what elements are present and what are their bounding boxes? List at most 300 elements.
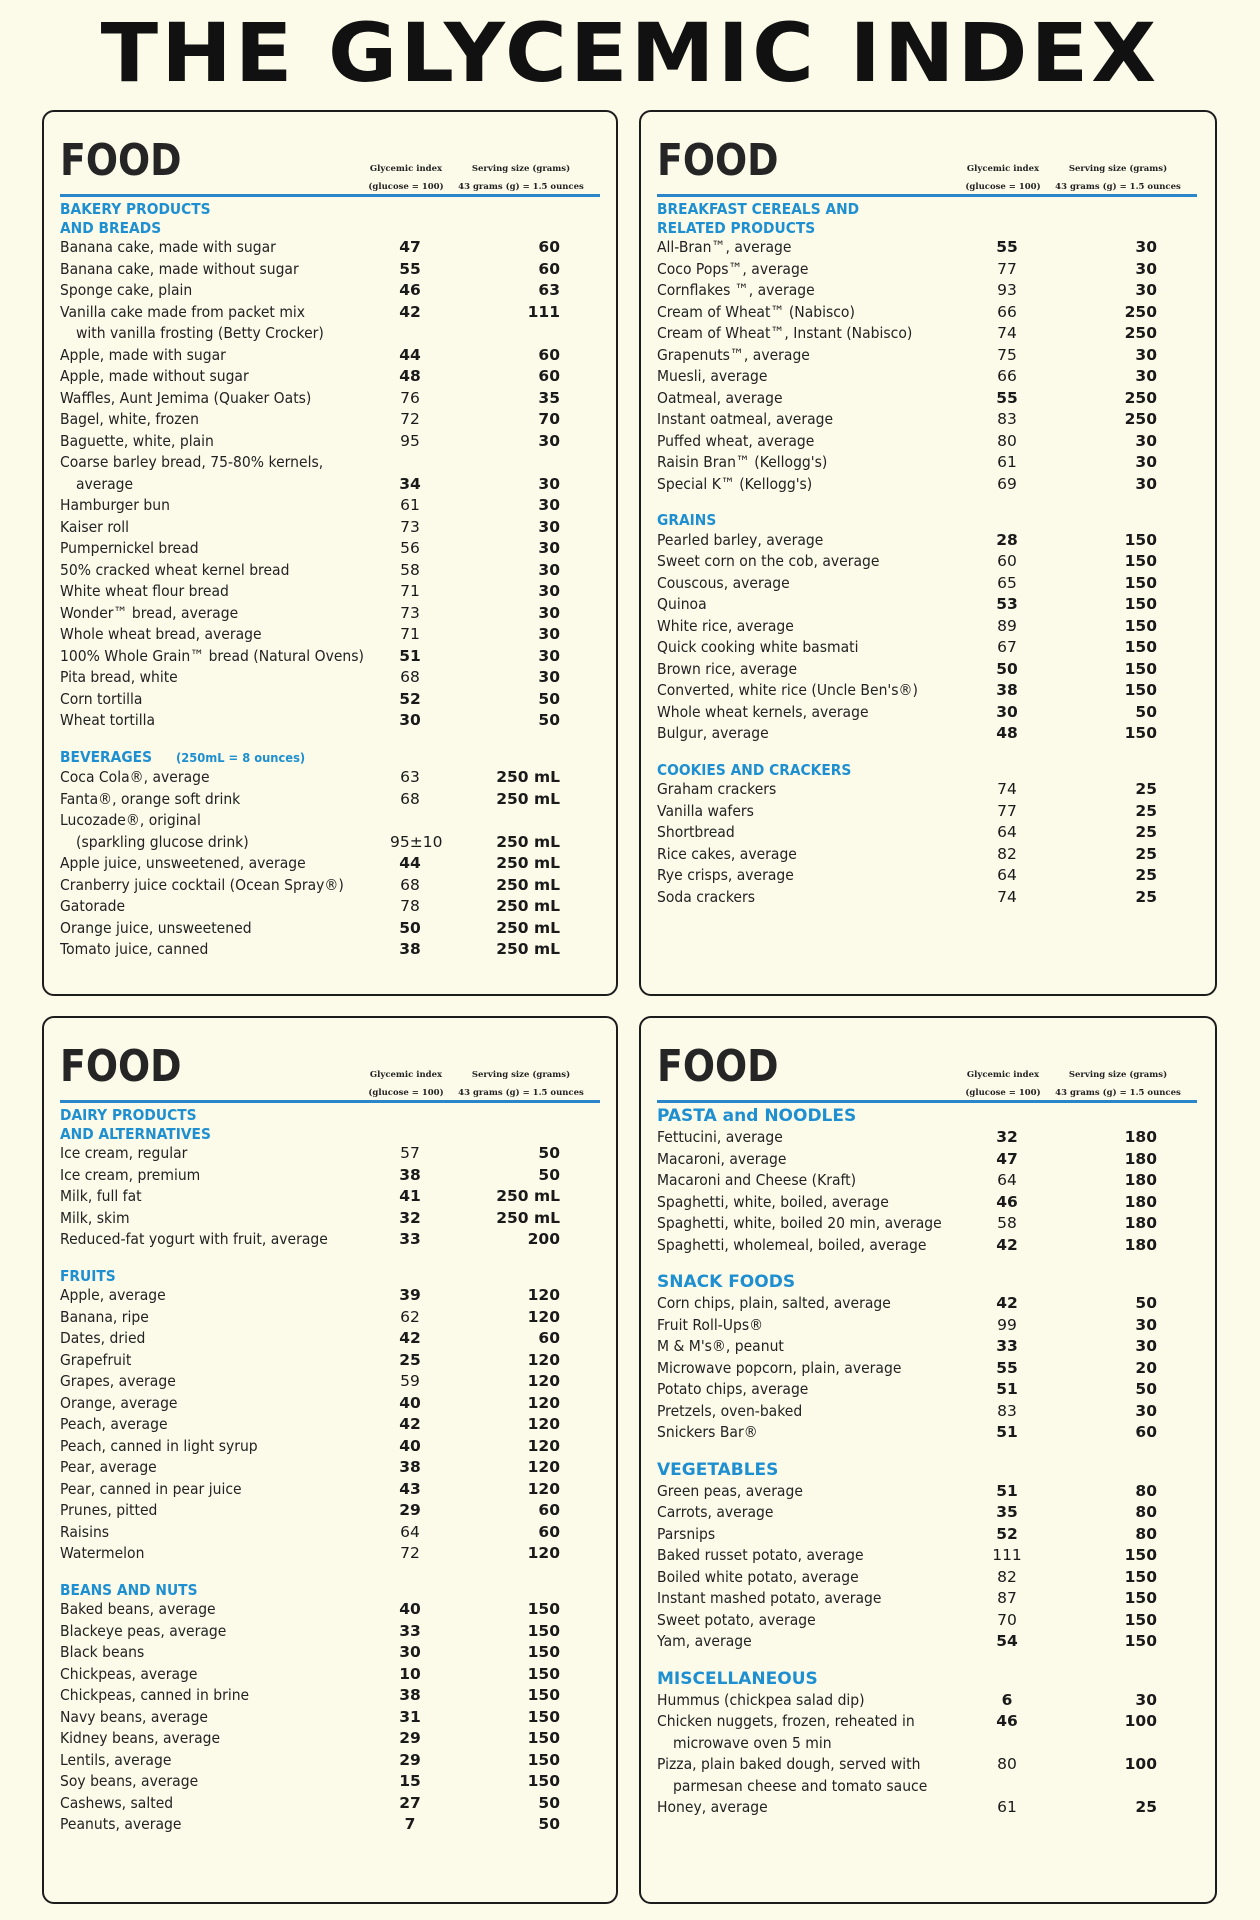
- food-row: [657, 779, 1197, 801]
- gi-header-line1: Glycemic index: [966, 1070, 1040, 1080]
- food-row: [657, 573, 1197, 595]
- serving-size-column-header: [1053, 160, 1183, 196]
- glycemic-index-value: 50: [996, 659, 1018, 678]
- glycemic-index-value: 51: [996, 1481, 1018, 1500]
- food-row: [60, 1522, 600, 1544]
- serving-size-value: 120: [527, 1286, 560, 1304]
- serving-size-value: 25: [1135, 801, 1157, 820]
- serving-size-value: 150: [1124, 681, 1157, 699]
- glycemic-index-value: 7: [404, 1815, 416, 1833]
- serving-size-value: 150: [1124, 595, 1157, 613]
- food-name: Snickers Bar®: [657, 1423, 758, 1441]
- food-row: [657, 431, 1197, 453]
- serving-size-value: 150: [527, 1750, 560, 1769]
- glycemic-index-value: 29: [399, 1750, 421, 1769]
- serving-size-value: 60: [538, 367, 560, 385]
- glycemic-index-value: 68: [400, 668, 420, 686]
- food-name: Peach, average: [60, 1415, 168, 1433]
- ss-header-line2: 43 grams (g) = 1.5 ounces: [458, 1088, 584, 1098]
- food-name: Whole wheat kernels, average: [657, 702, 869, 721]
- food-row: [60, 1750, 600, 1772]
- food-name: Raisin Bran™ (Kellogg's): [657, 453, 828, 471]
- food-name: Carrots, average: [657, 1503, 774, 1521]
- food-name: Quick cooking white basmati: [657, 638, 859, 656]
- food-row: [60, 388, 600, 410]
- food-name: Fruit Roll-Ups®: [657, 1315, 764, 1334]
- food-name: Hummus (chickpea salad dip): [657, 1690, 865, 1709]
- food-section: [657, 511, 1197, 745]
- food-name: Banana cake, made without sugar: [60, 259, 299, 278]
- glycemic-index-value: 35: [996, 1503, 1018, 1521]
- ss-header-line1: Serving size (grams): [1068, 164, 1168, 174]
- food-row: [60, 624, 600, 646]
- header-divider: [657, 1100, 1197, 1103]
- food-row: [657, 1401, 1197, 1423]
- ss-header-line2: 43 grams (g) = 1.5 ounces: [458, 182, 584, 192]
- food-name: Cream of Wheat™ (Nabisco): [657, 302, 855, 321]
- food-name: Ice cream, regular: [60, 1144, 188, 1162]
- food-row: [657, 388, 1197, 410]
- gi-header-line1: Glycemic index: [369, 1070, 443, 1080]
- food-name: Wheat tortilla: [60, 711, 156, 729]
- food-name: Parsnips: [657, 1524, 716, 1543]
- food-row: [60, 896, 600, 918]
- serving-size-value: 250 mL: [496, 1208, 560, 1227]
- glycemic-index-value: 33: [399, 1230, 421, 1248]
- serving-size-value: 60: [538, 259, 560, 278]
- serving-size-value: 60: [538, 1329, 560, 1347]
- section-title: RELATED PRODUCTS: [657, 218, 816, 237]
- serving-size-value: 111: [527, 302, 560, 321]
- serving-size-value: 120: [527, 1307, 560, 1326]
- food-name: 100% Whole Grain™ bread (Natural Ovens): [60, 646, 364, 665]
- food-name: Watermelon: [60, 1544, 145, 1562]
- serving-size-value: 30: [538, 646, 560, 665]
- glycemic-index-value: 58: [400, 560, 420, 579]
- serving-size-column-header: [1053, 1066, 1183, 1102]
- food-row: [60, 1621, 600, 1643]
- food-section: [657, 1669, 1197, 1819]
- food-name: Apple, average: [60, 1286, 166, 1304]
- glycemic-index-value: 71: [400, 625, 420, 643]
- food-row: [60, 280, 600, 302]
- food-row: [60, 689, 600, 711]
- food-row: [60, 603, 600, 625]
- food-row: [60, 1728, 600, 1750]
- serving-size-value: 150: [1124, 1610, 1157, 1629]
- food-row: [657, 1776, 1197, 1798]
- header-divider: [60, 1100, 600, 1103]
- glycemic-index-value: 82: [997, 844, 1017, 863]
- glycemic-index-value: 77: [997, 801, 1017, 820]
- food-name: Apple, made with sugar: [60, 345, 226, 364]
- glycemic-index-value: 63: [400, 768, 420, 786]
- food-row: [657, 594, 1197, 616]
- serving-size-value: 30: [1135, 281, 1157, 299]
- food-row: [657, 1358, 1197, 1380]
- food-name: Coco Pops™, average: [657, 259, 809, 278]
- food-row: [657, 345, 1197, 367]
- food-section: [60, 1581, 600, 1836]
- serving-size-value: 120: [527, 1544, 560, 1562]
- serving-size-value: 30: [1135, 367, 1157, 385]
- serving-size-value: 30: [1135, 1401, 1157, 1420]
- glycemic-index-value: 42: [399, 302, 421, 321]
- food-row: [657, 280, 1197, 302]
- food-name: Pear, average: [60, 1458, 157, 1476]
- food-name: Banana cake, made with sugar: [60, 238, 276, 256]
- section-title: AND BREADS: [60, 218, 162, 237]
- food-row: [60, 259, 600, 281]
- serving-size-value: 30: [1135, 345, 1157, 364]
- section-title: BREAKFAST CEREALS AND: [657, 200, 860, 218]
- glycemic-index-column-header: [356, 160, 456, 196]
- serving-size-value: 25: [1135, 866, 1157, 884]
- serving-size-value: 180: [1124, 1214, 1157, 1232]
- glycemic-index-value: 44: [399, 854, 421, 872]
- glycemic-index-value: 40: [399, 1600, 421, 1618]
- serving-size-value: 30: [1135, 431, 1157, 450]
- serving-size-value: 250 mL: [496, 854, 560, 872]
- food-heading: FOOD: [657, 135, 779, 186]
- food-row: [657, 844, 1197, 866]
- food-row: [60, 1328, 600, 1350]
- food-row: [657, 1502, 1197, 1524]
- food-name: Peanuts, average: [60, 1815, 182, 1833]
- food-name: Ice cream, premium: [60, 1165, 201, 1184]
- glycemic-index-value: 68: [400, 789, 420, 808]
- food-name: Fanta®, orange soft drink: [60, 789, 241, 808]
- food-row: [60, 1285, 600, 1307]
- glycemic-index-value: 75: [997, 345, 1017, 364]
- glycemic-index-value: 38: [399, 1686, 421, 1704]
- ss-header-line2: 43 grams (g) = 1.5 ounces: [1055, 182, 1181, 192]
- serving-size-value: 150: [527, 1643, 560, 1661]
- serving-size-value: 30: [538, 668, 560, 686]
- food-row: [60, 918, 600, 940]
- food-name: Cranberry juice cocktail (Ocean Spray®): [60, 875, 344, 894]
- serving-size-value: 250 mL: [496, 768, 560, 786]
- gi-header-line2: (glucose = 100): [368, 1088, 444, 1098]
- gi-header-line2: (glucose = 100): [368, 182, 444, 192]
- food-name: Soy beans, average: [60, 1772, 199, 1790]
- glycemic-index-value: 56: [400, 539, 420, 557]
- glycemic-index-value: 57: [400, 1144, 420, 1162]
- food-row: [657, 1235, 1197, 1257]
- food-row: [657, 1481, 1197, 1503]
- panel-body: [657, 200, 1197, 908]
- food-name: Apple, made without sugar: [60, 367, 249, 385]
- serving-size-value: 120: [527, 1458, 560, 1476]
- glycemic-index-value: 111: [992, 1546, 1022, 1564]
- section-title: SNACK FOODS: [657, 1272, 796, 1292]
- food-name: Rye crisps, average: [657, 866, 794, 884]
- food-name: Coarse barley bread, 75-80% kernels,: [60, 453, 324, 471]
- panel-body: [60, 200, 600, 961]
- serving-size-value: 120: [527, 1393, 560, 1412]
- glycemic-index-value: 40: [399, 1393, 421, 1412]
- food-row: [60, 517, 600, 539]
- section-note: (250mL = 8 ounces): [175, 749, 306, 765]
- food-heading: FOOD: [60, 1041, 182, 1092]
- food-row: [657, 1545, 1197, 1567]
- ss-header-line1: Serving size (grams): [471, 1070, 571, 1080]
- food-name: Chickpeas, canned in brine: [60, 1686, 250, 1704]
- serving-size-value: 25: [1135, 1798, 1157, 1816]
- food-name: Bulgur, average: [657, 724, 769, 742]
- food-name: Brown rice, average: [657, 659, 798, 678]
- food-name: Converted, white rice (Uncle Ben's®): [657, 681, 918, 699]
- ss-header-line1: Serving size (grams): [471, 164, 571, 174]
- glycemic-index-value: 29: [399, 1501, 421, 1519]
- serving-size-value: 80: [1135, 1524, 1157, 1543]
- ss-header-line1: Serving size (grams): [1068, 1070, 1168, 1080]
- glycemic-index-value: 46: [996, 1192, 1018, 1211]
- serving-size-value: 25: [1135, 780, 1157, 798]
- glycemic-index-value: 80: [997, 431, 1017, 450]
- food-row: [657, 1690, 1197, 1712]
- section-title: DAIRY PRODUCTS: [60, 1106, 197, 1124]
- serving-size-value: 150: [527, 1707, 560, 1726]
- food-section: [657, 1106, 1197, 1256]
- glycemic-index-value: 27: [399, 1793, 421, 1812]
- food-row: [60, 832, 600, 854]
- food-name: Macaroni and Cheese (Kraft): [657, 1171, 857, 1189]
- page-title: THE GLYCEMIC INDEX: [100, 7, 1160, 101]
- food-name: Lentils, average: [60, 1750, 172, 1769]
- serving-size-value: 150: [527, 1600, 560, 1618]
- food-row: [657, 1170, 1197, 1192]
- serving-size-value: 50: [538, 1165, 560, 1184]
- food-row: [60, 538, 600, 560]
- food-name: Baguette, white, plain: [60, 431, 214, 450]
- food-row: [657, 1588, 1197, 1610]
- food-name: (sparkling glucose drink): [76, 832, 249, 851]
- food-row: [657, 366, 1197, 388]
- food-name: All-Bran™, average: [657, 238, 792, 256]
- food-row: [657, 1524, 1197, 1546]
- food-name: Kaiser roll: [60, 517, 130, 536]
- food-row: [657, 616, 1197, 638]
- food-name: Grapenuts™, average: [657, 345, 810, 364]
- food-row: [657, 801, 1197, 823]
- serving-size-value: 30: [538, 625, 560, 643]
- serving-size-value: 250 mL: [496, 1187, 560, 1205]
- serving-size-value: 180: [1124, 1235, 1157, 1254]
- food-name: White wheat flour bread: [60, 582, 229, 600]
- glycemic-index-value: 61: [400, 496, 420, 514]
- food-row: [60, 1814, 600, 1836]
- food-name: Potato chips, average: [657, 1380, 809, 1398]
- food-row: [60, 452, 600, 474]
- gi-header-line1: Glycemic index: [369, 164, 443, 174]
- panel: [42, 1016, 618, 1904]
- glycemic-index-value: 95±10: [390, 832, 443, 851]
- serving-size-value: 50: [538, 1793, 560, 1812]
- food-row: [60, 1707, 600, 1729]
- food-row: [60, 1793, 600, 1815]
- ss-header-line2: 43 grams (g) = 1.5 ounces: [1055, 1088, 1181, 1098]
- glycemic-index-value: 47: [399, 238, 421, 256]
- serving-size-column-header: [456, 1066, 586, 1102]
- glycemic-index-column-header: [953, 1066, 1053, 1102]
- glycemic-index-value: 34: [399, 474, 421, 493]
- food-heading: FOOD: [657, 1041, 779, 1092]
- food-name: Milk, full fat: [60, 1187, 142, 1205]
- food-name: Pita bread, white: [60, 668, 178, 686]
- glycemic-index-value: 62: [400, 1307, 420, 1326]
- serving-size-value: 60: [538, 1501, 560, 1519]
- section-title: BEVERAGES (250mL = 8 ounces): [60, 747, 306, 766]
- food-section: [657, 761, 1197, 909]
- glycemic-index-value: 72: [400, 1544, 420, 1562]
- section-title: GRAINS: [657, 511, 717, 529]
- glycemic-index-value: 52: [399, 689, 421, 708]
- serving-size-value: 250 mL: [496, 789, 560, 808]
- food-name: Graham crackers: [657, 780, 777, 798]
- food-row: [60, 1771, 600, 1793]
- glycemic-index-value: 64: [400, 1522, 420, 1541]
- food-name: Tomato juice, canned: [60, 940, 209, 958]
- food-row: [60, 345, 600, 367]
- glycemic-index-column-header: [356, 1066, 456, 1102]
- food-name: 50% cracked wheat kernel bread: [60, 560, 290, 579]
- food-name: Peach, canned in light syrup: [60, 1436, 258, 1455]
- serving-size-value: 30: [538, 474, 560, 493]
- food-name: Reduced-fat yogurt with fruit, average: [60, 1230, 328, 1248]
- serving-size-value: 25: [1135, 823, 1157, 841]
- serving-size-value: 120: [527, 1415, 560, 1433]
- food-row: [60, 1229, 600, 1251]
- glycemic-index-value: 74: [997, 887, 1017, 906]
- food-row: [60, 1371, 600, 1393]
- serving-size-value: 150: [1124, 552, 1157, 570]
- serving-size-value: 180: [1124, 1149, 1157, 1168]
- food-row: [60, 237, 600, 259]
- food-section: [657, 1272, 1197, 1444]
- glycemic-index-value: 42: [399, 1415, 421, 1433]
- serving-size-value: 100: [1124, 1755, 1157, 1773]
- glycemic-index-value: 99: [997, 1315, 1017, 1334]
- food-name: Cornflakes ™, average: [657, 281, 815, 299]
- food-row: [60, 581, 600, 603]
- food-name: Grapefruit: [60, 1350, 132, 1369]
- food-name: Sweet potato, average: [657, 1610, 816, 1629]
- food-row: [657, 1336, 1197, 1358]
- food-name: Quinoa: [657, 595, 707, 613]
- food-name: Muesli, average: [657, 367, 768, 385]
- glycemic-index-value: 46: [996, 1712, 1018, 1730]
- food-row: [60, 1143, 600, 1165]
- serving-size-value: 150: [1124, 724, 1157, 742]
- serving-size-value: 60: [538, 238, 560, 256]
- food-row: [657, 551, 1197, 573]
- food-row: [60, 1350, 600, 1372]
- serving-size-value: 35: [538, 388, 560, 407]
- glycemic-index-value: 67: [997, 638, 1017, 656]
- food-name: Hamburger bun: [60, 496, 170, 514]
- glycemic-index-value: 65: [997, 573, 1017, 592]
- food-name: Raisins: [60, 1522, 110, 1541]
- food-row: [657, 302, 1197, 324]
- header-divider: [657, 194, 1197, 197]
- serving-size-value: 80: [1135, 1481, 1157, 1500]
- serving-size-value: 250: [1124, 410, 1157, 428]
- serving-size-value: 30: [538, 603, 560, 622]
- gi-header-line2: (glucose = 100): [965, 182, 1041, 192]
- glycemic-index-value: 40: [399, 1436, 421, 1455]
- section-title: VEGETABLES: [657, 1459, 779, 1480]
- section-title: BEANS AND NUTS: [60, 1580, 198, 1599]
- serving-size-value: 200: [527, 1230, 560, 1248]
- food-name: Blackeye peas, average: [60, 1621, 227, 1640]
- food-name: M & M's®, peanut: [657, 1337, 784, 1355]
- serving-size-value: 150: [1124, 1589, 1157, 1607]
- serving-size-value: 60: [1135, 1423, 1157, 1441]
- serving-size-value: 30: [538, 560, 560, 579]
- food-name: White rice, average: [657, 616, 794, 635]
- food-name: Gatorade: [60, 897, 126, 915]
- glycemic-index-value: 80: [997, 1755, 1017, 1773]
- food-heading: FOOD: [60, 135, 182, 186]
- food-row: [657, 1733, 1197, 1755]
- food-name: Instant mashed potato, average: [657, 1589, 882, 1607]
- food-name: Whole wheat bread, average: [60, 625, 262, 643]
- glycemic-index-value: 66: [997, 367, 1017, 385]
- food-row: [657, 1797, 1197, 1819]
- food-name: Wonder™ bread, average: [60, 603, 239, 622]
- glycemic-index-value: 77: [997, 259, 1017, 278]
- food-name: Pizza, plain baked dough, served with: [657, 1755, 921, 1773]
- section-title: AND ALTERNATIVES: [60, 1124, 211, 1143]
- serving-size-value: 250 mL: [496, 918, 560, 937]
- serving-size-value: 30: [538, 517, 560, 536]
- food-name: Pear, canned in pear juice: [60, 1479, 242, 1498]
- food-row: [60, 323, 600, 345]
- food-row: [60, 1307, 600, 1329]
- food-row: [657, 259, 1197, 281]
- panel-body: [60, 1106, 600, 1836]
- food-name: Bagel, white, frozen: [60, 410, 199, 428]
- food-row: [657, 1293, 1197, 1315]
- food-name: Waffles, Aunt Jemima (Quaker Oats): [60, 388, 312, 407]
- food-row: [657, 637, 1197, 659]
- gi-header-line2: (glucose = 100): [965, 1088, 1041, 1098]
- food-name: Soda crackers: [657, 887, 756, 906]
- food-name: Microwave popcorn, plain, average: [657, 1358, 902, 1377]
- food-name: Dates, dried: [60, 1329, 146, 1347]
- glycemic-index-value: 6: [1001, 1690, 1013, 1709]
- serving-size-value: 180: [1124, 1171, 1157, 1189]
- food-row: [657, 474, 1197, 496]
- glycemic-index-value: 89: [997, 616, 1017, 635]
- glycemic-index-value: 74: [997, 324, 1017, 342]
- serving-size-value: 150: [527, 1686, 560, 1704]
- serving-size-value: 150: [1124, 616, 1157, 635]
- food-row: [657, 530, 1197, 552]
- food-row: [657, 887, 1197, 909]
- serving-size-value: 25: [1135, 887, 1157, 906]
- serving-size-value: 30: [1135, 238, 1157, 256]
- gi-header-line1: Glycemic index: [966, 164, 1040, 174]
- food-name: Milk, skim: [60, 1208, 130, 1227]
- panel-body: [657, 1106, 1197, 1819]
- food-row: [60, 1685, 600, 1707]
- glycemic-index-value: 61: [997, 1798, 1017, 1816]
- serving-size-value: 30: [1135, 1690, 1157, 1709]
- section-title: MISCELLANEOUS: [657, 1668, 818, 1689]
- food-row: [657, 1422, 1197, 1444]
